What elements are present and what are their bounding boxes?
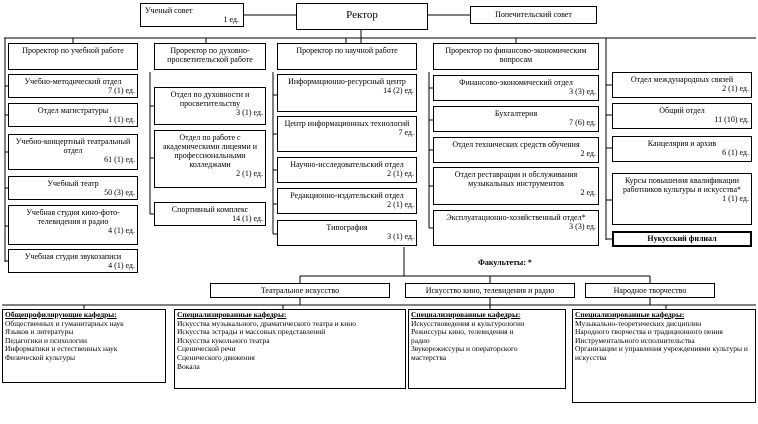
- department-item: Народного творчества и традиционного пения: [575, 327, 723, 337]
- dept-box: [612, 103, 752, 129]
- department-item: Организации и управления учреждениями культуры и искусства: [575, 344, 748, 362]
- dept-box: [8, 205, 138, 245]
- folk-departments-box: [572, 309, 756, 403]
- department-item: Физической культуры: [5, 352, 75, 362]
- dept-box: [154, 87, 266, 125]
- dept-box: [154, 130, 266, 188]
- general-departments-title: Общепрофилирующие кафедры:: [5, 310, 117, 319]
- vice-rector-spiritual-box: [154, 43, 266, 70]
- vice-rector-academic-box: [8, 43, 138, 70]
- dept-count: 1 (1) ед.: [108, 115, 135, 124]
- dept-count: 3 (1) ед.: [387, 232, 414, 241]
- board-of-trustees-name: Попечительский совет: [495, 10, 572, 19]
- vice-rector-academic-title: Проректор по учебной работе: [22, 46, 124, 55]
- dept-name: Центр информационных технологий: [284, 119, 410, 128]
- dept-count: 14 (2) ед.: [383, 86, 414, 95]
- dept-count: 14 (1) ед.: [232, 214, 263, 223]
- dept-count: 2 (1) ед.: [236, 169, 263, 178]
- dept-name: Канцелярия и архив: [647, 139, 717, 148]
- department-item: Инструментального исполнительства: [575, 335, 695, 345]
- dept-box: [612, 173, 752, 225]
- academic-council-name: Ученый совет: [145, 6, 193, 15]
- dept-name: Курсы повышения квалификации работников культуры и искусства*: [622, 176, 742, 194]
- academic-council-box: [140, 3, 244, 27]
- department-item: Педагогики и психологии: [5, 335, 88, 345]
- dept-box: [8, 103, 138, 127]
- dept-count: 7 ед.: [398, 128, 414, 137]
- dept-name: Отдел международных связей: [630, 75, 734, 84]
- dept-box: [277, 74, 417, 112]
- rector-box: [296, 3, 428, 30]
- faculty-box: [585, 283, 715, 298]
- dept-box: [8, 74, 138, 98]
- department-item: Языков и литературы: [5, 327, 74, 337]
- dept-name: Отдел реставрации и обслуживания музыкальных инструментов: [454, 170, 578, 188]
- department-item: радио: [411, 335, 430, 345]
- vice-rector-finance-box: [433, 43, 599, 70]
- nukus-branch-name: Нукусский филиал: [647, 234, 717, 243]
- dept-count: 2 (1) ед.: [722, 84, 749, 93]
- department-item: Режиссуры кино, телевидения и: [411, 327, 514, 337]
- dept-name: Общий отдел: [659, 106, 705, 115]
- department-item: Искусства музыкального, драматического театра и кино: [177, 318, 356, 328]
- department-item: Искусствоведения и культурологии: [411, 318, 525, 328]
- academic-council-count: 1 ед.: [223, 15, 239, 24]
- dept-count: 1 (1) ед.: [722, 194, 749, 203]
- dept-box: [433, 210, 599, 246]
- folk-departments-title: Специализированные кафедры:: [575, 310, 685, 319]
- dept-box: [277, 188, 417, 214]
- faculty-name: Народное творчество: [613, 286, 687, 295]
- dept-count: 7 (1) ед.: [108, 86, 135, 95]
- vice-rector-science-box: [277, 43, 417, 70]
- dept-name: Отдел магистратуры: [37, 106, 109, 115]
- dept-name: Научно-исследовательский отдел: [290, 160, 404, 169]
- dept-count: 6 (1) ед.: [722, 148, 749, 157]
- dept-box: [277, 157, 417, 183]
- dept-count: 2 ед.: [580, 149, 596, 158]
- theatre-departments-title: Специализированные кафедры:: [177, 310, 287, 319]
- dept-box: [8, 249, 138, 273]
- dept-count: 3 (3) ед.: [569, 222, 596, 231]
- faculty-name: Театральное искусство: [260, 286, 340, 295]
- dept-count: 4 (1) ед.: [108, 261, 135, 270]
- dept-count: 2 (1) ед.: [387, 169, 414, 178]
- department-item: Музыкально-теоретических дисциплин: [575, 318, 702, 328]
- nukus-branch-box: [612, 231, 752, 247]
- department-item: мастерства: [411, 352, 447, 362]
- dept-box: [8, 176, 138, 200]
- board-of-trustees-box: [470, 6, 597, 24]
- dept-name: Учебная студия звукозаписи: [24, 252, 122, 261]
- dept-count: 7 (6) ед.: [569, 118, 596, 127]
- department-item: Информатики и естественных наук: [5, 344, 118, 354]
- dept-count: 4 (1) ед.: [108, 226, 135, 235]
- dept-name: Отдел технических средств обучения: [452, 140, 580, 149]
- dept-box: [277, 116, 417, 152]
- dept-name: Редакционно-издательский отдел: [290, 191, 404, 200]
- vice-rector-finance-title: Проректор по финансово-экономическим вопросам: [445, 46, 587, 64]
- cinema-departments-box: [408, 309, 566, 389]
- dept-name: Учебно-методический отдел: [24, 77, 122, 86]
- department-item: Искусства кукольного театра: [177, 335, 270, 345]
- dept-name: Отдел по духовности и просветительству: [170, 90, 250, 108]
- dept-box: [277, 220, 417, 246]
- dept-name: Спортивный комплекс: [171, 205, 249, 214]
- dept-name: Типография: [326, 223, 368, 232]
- faculties-label: Факультеты: *: [478, 258, 532, 267]
- dept-count: 3 (3) ед.: [569, 87, 596, 96]
- dept-name: Эксплуатационно-хозяйственный отдел*: [446, 213, 586, 222]
- faculty-box: [210, 283, 390, 298]
- vice-rector-science-title: Проректор по научной работе: [296, 46, 398, 55]
- cinema-departments-title: Специализированные кафедры:: [411, 310, 521, 319]
- department-item: Вокала: [177, 361, 200, 371]
- dept-name: Финансово-экономический отдел: [459, 78, 573, 87]
- department-item: Искусства эстрады и массовых представлений: [177, 327, 326, 337]
- dept-count: 2 (1) ед.: [387, 200, 414, 209]
- theatre-departments-box: [174, 309, 406, 389]
- dept-count: 2 ед.: [580, 188, 596, 197]
- vice-rector-spiritual-title: Проректор по духовно-просветительской работе: [167, 46, 253, 64]
- department-item: Сценической речи: [177, 344, 236, 354]
- dept-name: Информационно-ресурсный центр: [288, 77, 406, 86]
- dept-box: [433, 167, 599, 205]
- dept-count: 50 (3) ед.: [104, 188, 135, 197]
- faculty-box: [405, 283, 575, 298]
- dept-name: Бухгалтерия: [494, 109, 538, 118]
- dept-box: [612, 136, 752, 162]
- dept-name: Учебная студия кино-фото-телевидения и радио: [26, 208, 120, 226]
- department-item: Звукорежиссуры и операторского: [411, 344, 518, 354]
- dept-box: [433, 106, 599, 132]
- dept-box: [8, 134, 138, 170]
- department-item: Общественных и гуманитарных наук: [5, 318, 124, 328]
- rector-title: Ректор: [346, 9, 378, 21]
- dept-count: 61 (1) ед.: [104, 155, 135, 164]
- dept-box: [612, 72, 752, 98]
- faculty-name: Искусство кино, телевидения и радио: [425, 286, 555, 295]
- dept-name: Учебный театр: [47, 179, 99, 188]
- dept-count: 3 (1) ед.: [236, 108, 263, 117]
- dept-box: [154, 202, 266, 226]
- dept-name: Отдел по работе с академическими лицеями и профессиональными колледжами: [162, 133, 258, 169]
- dept-box: [433, 137, 599, 163]
- department-item: Сценического движения: [177, 352, 255, 362]
- dept-name: Учебно-концертный театральный отдел: [15, 137, 131, 155]
- general-departments-box: [2, 309, 166, 383]
- dept-box: [433, 75, 599, 101]
- dept-count: 11 (10) ед.: [714, 115, 749, 124]
